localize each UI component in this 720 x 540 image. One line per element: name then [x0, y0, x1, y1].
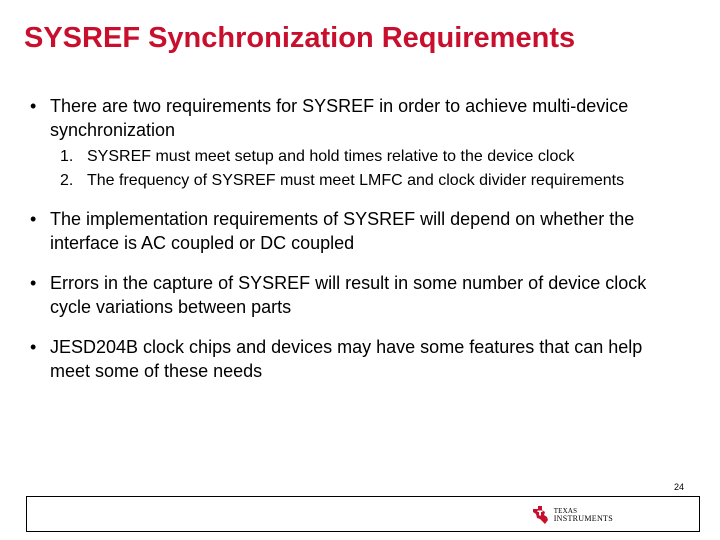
page-number: 24: [673, 482, 684, 492]
numbered-item: [50, 169, 680, 193]
texas-instruments-logo-icon: [531, 505, 551, 525]
bullet-text: The implementation requirements of SYSREF will depend on whether the interface is AC coupled or DC coupled: [50, 209, 635, 253]
item-number: 2.: [60, 172, 74, 189]
numbered-item: [50, 145, 680, 169]
company-logo: [531, 505, 613, 525]
bullet-text: There are two requirements for SYSREF in order to achieve multi-device synchronization: [50, 96, 629, 140]
bullet-text: Errors in the capture of SYSREF will result in some number of device clock cycle variations between parts: [50, 273, 647, 317]
numbered-sublist: [50, 145, 680, 193]
bullet-text: JESD204B clock chips and devices may have some features that can help meet some of these needs: [50, 337, 643, 381]
slide-title: SYSREF Synchronization Requirements: [24, 22, 576, 54]
bullet-list: [30, 94, 680, 383]
bullet-item: [30, 271, 680, 319]
item-text: The frequency of SYSREF must meet LMFC and clock divider requirements: [87, 172, 625, 189]
item-number: 1.: [60, 148, 74, 165]
logo-line-1: TEXAS: [553, 507, 578, 515]
slide-content: [30, 94, 680, 399]
logo-wordmark: [554, 507, 613, 523]
bullet-item: [30, 207, 680, 255]
bullet-item: [30, 335, 680, 383]
bullet-item: [30, 94, 680, 193]
footer-bar: [26, 496, 700, 532]
item-text: SYSREF must meet setup and hold times relative to the device clock: [87, 148, 575, 165]
logo-line-2: INSTRUMENTS: [553, 514, 613, 523]
